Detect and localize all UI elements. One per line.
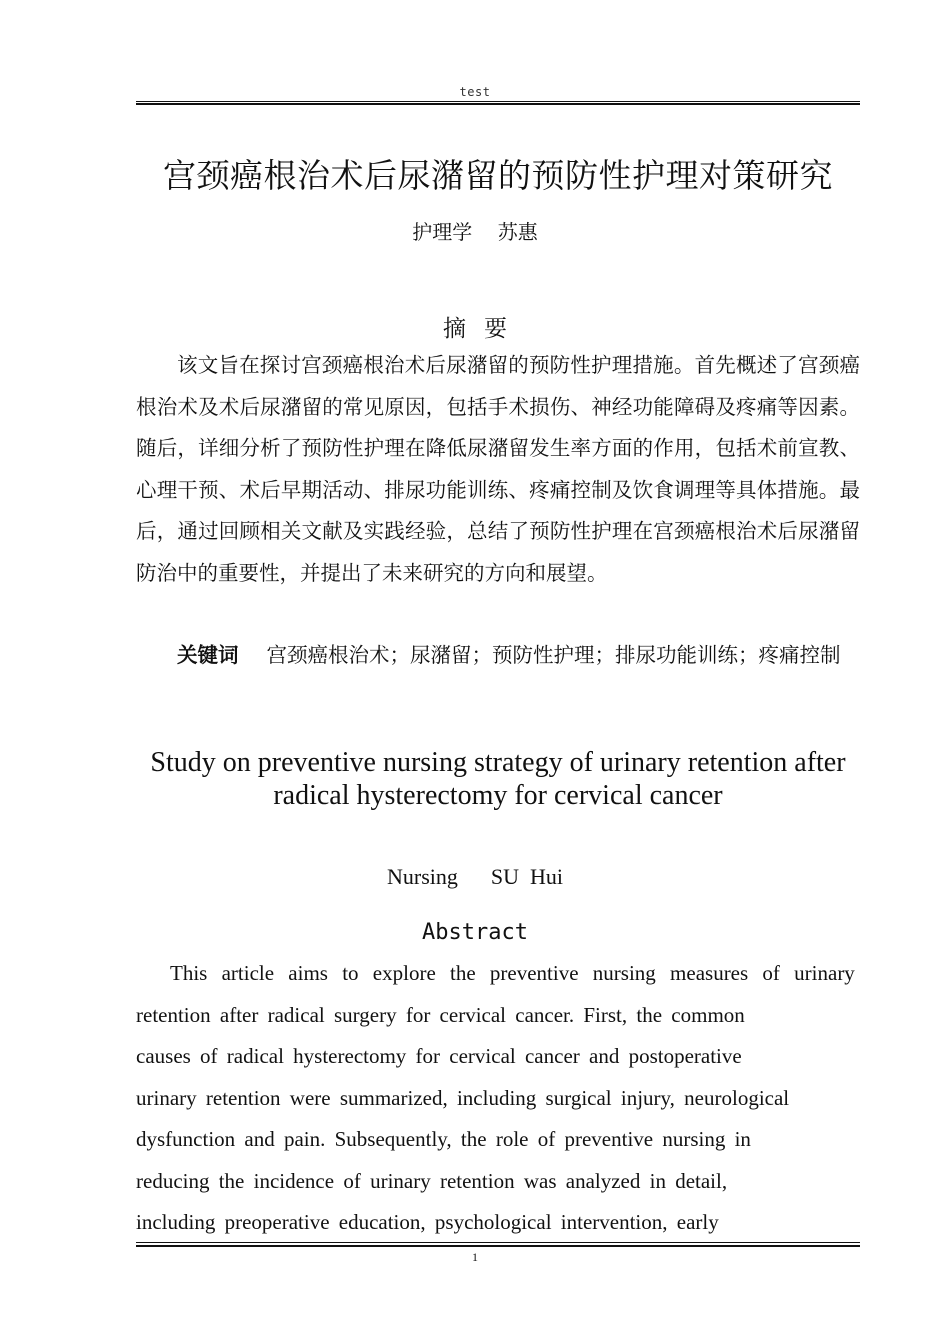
footer-rule-thin bbox=[136, 1242, 860, 1243]
english-abstract-line: retention after radical surgery for cervical cancer. First, the common bbox=[136, 1002, 745, 1027]
english-abstract-line: dysfunction and pain. Subsequently, the role of preventive nursing in bbox=[136, 1127, 751, 1151]
english-abstract bbox=[136, 953, 860, 1244]
chinese-keywords-paragraph bbox=[136, 635, 860, 677]
english-abstract-heading: Abstract bbox=[422, 920, 528, 945]
chinese-author-line: 护理学 苏惠 bbox=[412, 220, 538, 244]
english-abstract-line: urinary retention were summarized, including surgical injury, neurological bbox=[136, 1085, 790, 1110]
chinese-keywords bbox=[136, 635, 860, 677]
english-abstract-line: This article aims to explore the preventive nursing measures of urinary bbox=[170, 961, 855, 985]
english-abstract-line: reducing the incidence of urinary retention was analyzed in detail, bbox=[136, 1168, 728, 1193]
english-abstract-line: causes of radical hysterectomy for cervical cancer and postoperative bbox=[136, 1044, 742, 1068]
header-rule-thin bbox=[136, 101, 860, 102]
english-abstract-line: including preoperative education, psychological intervention, early bbox=[136, 1210, 719, 1234]
chinese-abstract-paragraph: 该文旨在探讨宫颈癌根治术后尿潴留的预防性护理措施。首先概述了宫颈癌根治术及术后尿潴留的常见原因，包括手术损伤、神经功能障碍及疼痛等因素。随后，详细分析了预防性护理在降低尿潴留发生率方面的作用，包括术前宣教、心理干预、术后早期活动、排尿功能训练、疼痛控制及饮食调理等具体措施。最后，通过回顾相关文献及实践经验，总结了预防性护理在宫颈癌根治术后尿潴留防治中的重要性，并提出了未来研究的方向和展望。 bbox=[136, 353, 860, 585]
chinese-abstract bbox=[136, 345, 860, 594]
header-rule-thick bbox=[136, 103, 860, 105]
footer-rule-thick bbox=[136, 1245, 860, 1247]
keywords-label: 关键词 bbox=[177, 643, 239, 667]
running-header: test bbox=[459, 85, 491, 99]
chinese-title: 宫颈癌根治术后尿潴留的预防性护理对策研究 bbox=[163, 156, 833, 195]
chinese-abstract-heading: 摘要 bbox=[443, 316, 525, 342]
keywords-text: 宫颈癌根治术；尿潴留；预防性护理；排尿功能训练；疼痛控制 bbox=[266, 643, 841, 667]
english-author-line: Nursing SU Hui bbox=[386, 864, 563, 889]
page-number: 1 bbox=[472, 1250, 478, 1264]
english-title: Study on preventive nursing strategy of urinary retention after radical hysterectomy for cervical cancer bbox=[150, 747, 846, 811]
